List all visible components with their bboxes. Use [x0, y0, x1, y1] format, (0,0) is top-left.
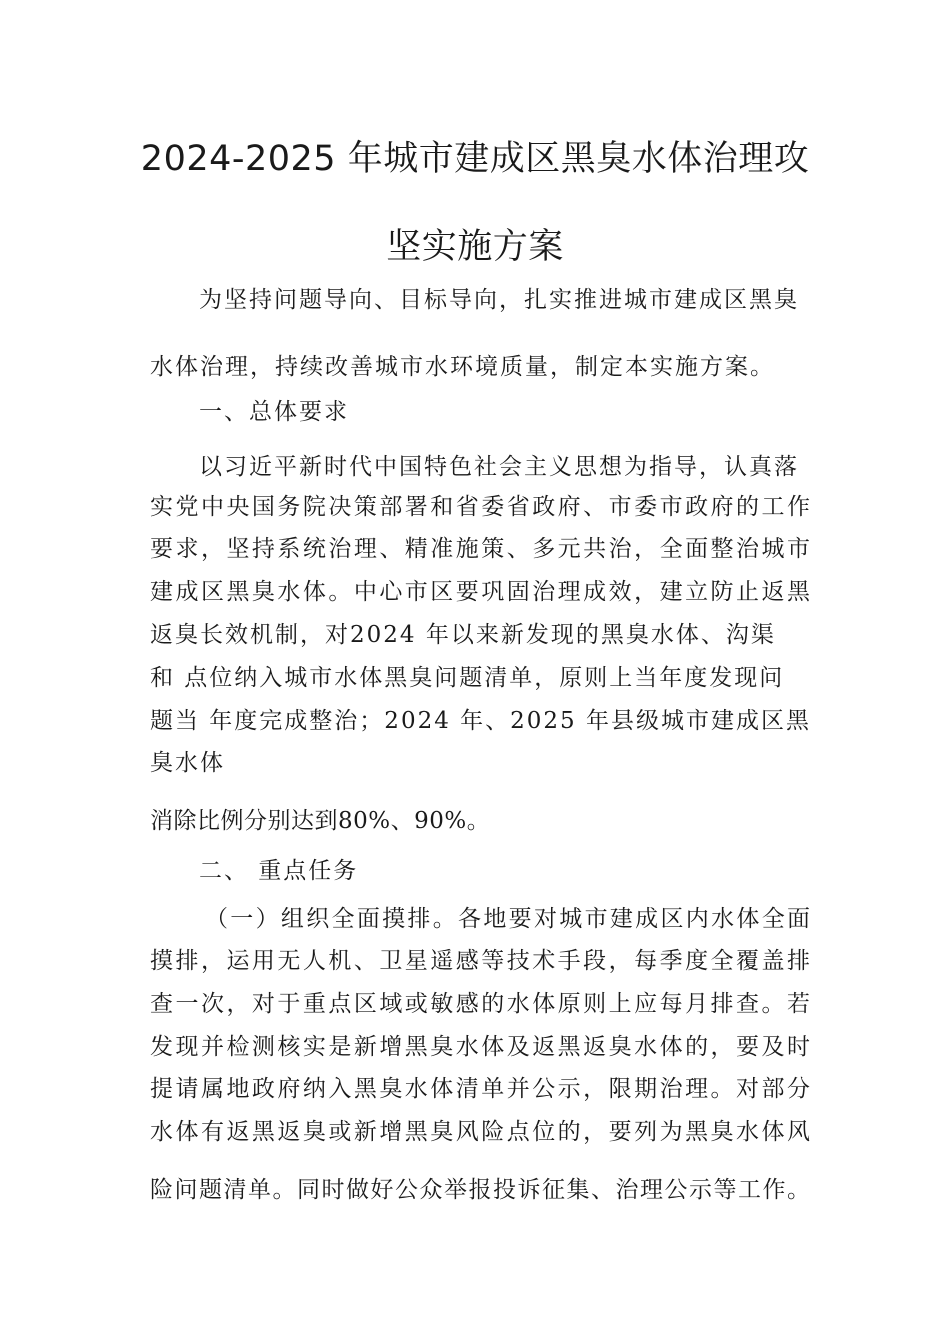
- section-1-line: 要求，坚持系统治理、精准施策、多元共治，全面整治城市: [150, 536, 810, 562]
- document-title-line-2: 坚实施方案: [386, 227, 564, 267]
- section-2-item-1-line: 发现并检测核实是新增黑臭水体及返黑返臭水体的，要及时: [150, 1034, 810, 1060]
- section-2-item-1-line: 摸排，运用无人机、卫星遥感等技术手段，每季度全覆盖排: [150, 948, 810, 974]
- intro-line-2: 水体治理，持续改善城市水环境质量，制定本实施方案。: [150, 354, 775, 380]
- intro-line-1: 为坚持问题导向、目标导向，扎实推进城市建成区黑臭: [199, 287, 799, 313]
- section-1-line: 返臭长效机制，对2024 年以来新发现的黑臭水体、沟渠: [150, 622, 776, 648]
- document-title-line-1: 2024-2025 年城市建成区黑臭水体治理攻: [140, 139, 810, 179]
- section-1-line: 建成区黑臭水体。中心市区要巩固治理成效，建立防止返黑: [150, 579, 810, 605]
- section-2-item-1-line: 险问题清单。同时做好公众举报投诉征集、治理公示等工作。: [150, 1177, 810, 1203]
- section-2-item-1-line: 查一次，对于重点区域或敏感的水体原则上应每月排查。若: [150, 991, 810, 1017]
- section-1-line: 以习近平新时代中国特色社会主义思想为指导，认真落: [199, 454, 799, 480]
- section-2-item-1-line: 水体有返黑返臭或新增黑臭风险点位的，要列为黑臭水体风: [150, 1119, 810, 1145]
- section-1-heading: 一、总体要求: [199, 399, 349, 425]
- section-2-heading: 二、 重点任务: [199, 858, 359, 884]
- section-2-item-1-line: 提请属地政府纳入黑臭水体清单并公示，限期治理。对部分: [150, 1076, 810, 1102]
- section-1-line: 实党中央国务院决策部署和省委省政府、市委市政府的工作: [150, 494, 810, 520]
- section-1-line: 消除比例分别达到80%、90%。: [150, 808, 491, 834]
- section-1-line: 题当 年度完成整治；2024 年、2025 年县级城市建成区黑: [150, 708, 811, 734]
- section-1-line: 臭水体: [150, 750, 225, 776]
- section-1-line: 和 点位纳入城市水体黑臭问题清单，原则上当年度发现问: [150, 665, 785, 691]
- section-2-item-1-line: （一）组织全面摸排。各地要对城市建成区内水体全面: [205, 906, 810, 932]
